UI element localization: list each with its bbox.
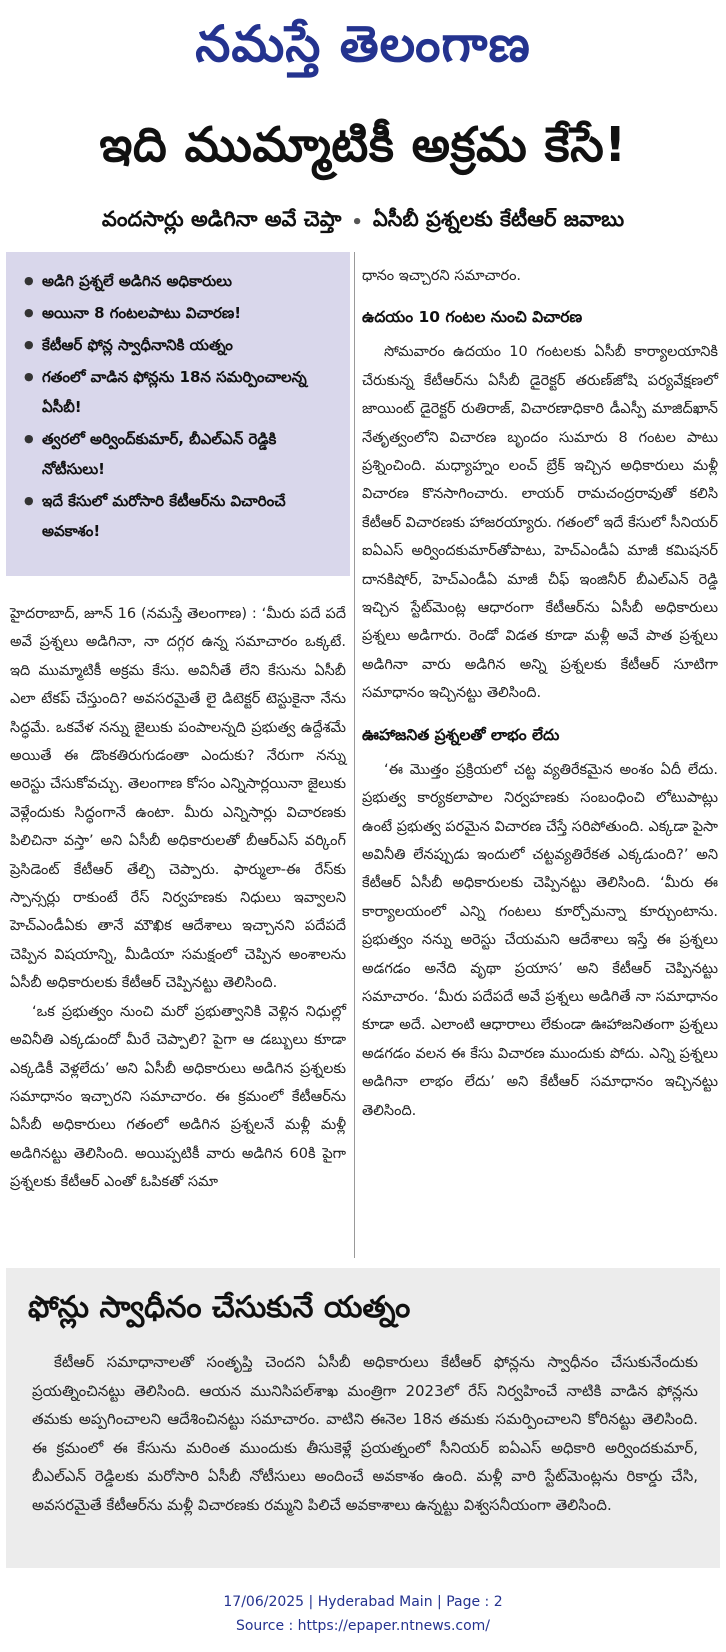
- right-column: [362, 262, 718, 1125]
- section-heading: ఉదయం 10 గంటల నుంచి విచారణ: [362, 308, 583, 327]
- body-paragraph: ‘ఒక ప్రభుత్వం నుంచి మరో ప్రభుత్వానికి వెళ్లిన నిధుల్లో అవినీతి ఎక్కడుందో మీరే చెప్పాలి? పైగా ఆ డబ్బులు కూడా ఎక్కడికీ వెళ్లలేదు’ అని ఏసీబీ అధికారులు అడిగిన ప్రశ్నలకు సమాధానం ఇచ్చారని సమాచారం. ఈ క్రమంలో కేటీఆర్‌ను ఏసీబీ అధికారులు గతంలో అడిగిన ప్రశ్నలనే మళ్లీ మళ్లీ అడిగినట్టు తెలిసింది. అయిప్పటికీ వారు అడిగిన 60కి పైగా ప్రశ్నలకు కేటీఆర్ ఎంతో ఓపికతో సమా: [10, 1003, 346, 1191]
- subheadline-right: ఏసీబీ ప్రశ్నలకు కేటీఆర్ జవాబు: [372, 207, 625, 231]
- box-heading: ఫోన్లు స్వాధీనం చేసుకునే యత్నం: [28, 1290, 411, 1325]
- body-paragraph: హైదరాబాద్, జూన్ 16 (నమస్తే తెలంగాణ) : ‘మీరు పదే పదే అవే ప్రశ్నలు అడిగినా, నా దగ్గర ఉన్న సమాచారం ఒక్కటే. ఇది ముమ్మాటికీ అక్రమ కేసు. అవినీతే లేని కేసును ఏసీబీ ఎలా టేకప్ చేస్తుంది? అవసరమైతే లై డిటెక్టర్ టెస్టుకైనా నేను సిద్ధమే. ఒకవేళ నన్ను జైలుకు పంపాలన్నది ప్రభుత్వ ఉద్దేశమే అయితే ఈ డొంకతిరుగుడంతా ఎందుకు? నేరుగా నన్ను అరెస్టు చేసుకోవచ్చు. తెలంగాణ కోసం ఎన్నిసార్లయినా జైలుకు వెళ్లేందుకు సిద్ధంగానే ఉంటా. మీరు ఎన్నిసార్లు విచారణకు పిలిచినా వస్తా’ అని ఏసీబీ అధికారులతో బీఆర్ఎస్ వర్కింగ్ ప్రెసిడెంట్ కేటీఆర్ తేల్చి చెప్పారు. ఫార్ములా-ఈ రేస్‌కు స్పాన్సర్లు రాకుంటే రేస్ నిర్వహణకు నిధులు ఇవ్వాలని హెచ్ఎండీఏకు తానే మౌఖిక ఆదేశాలు ఇచ్చానని పదేపదే చెప్పిన విషయాన్ని, మీడియా సమక్షంలో చెప్పిన అంశాలను ఏసీబీ అధికారులకు కేటీఆర్ చెప్పినట్టు తెలిసింది.: [10, 606, 346, 992]
- box-paragraph: కేటీఆర్ సమాధానాలతో సంతృప్తి చెందని ఏసీబీ అధికారులు కేటీఆర్ ఫోన్లను స్వాధీనం చేసుకునేందుకు ప్రయత్నించినట్టు తెలిసింది. ఆయన మునిసిపల్‌శాఖ మంత్రిగా 2023లో రేస్ నిర్వహించే నాటికి వాడిన ఫోన్లను తమకు అప్పగించాలని ఆదేశించినట్టు సమాచారం. వాటిని ఈనెల 18న తమకు సమర్పించాలని కోరినట్టు తెలిసింది. ఈ క్రమంలో ఈ కేసును మరింత ముందుకు తీసుకెళ్లే ప్రయత్నంలో సీనియర్ ఐఏఎస్ అధికారి అర్విందకుమార్, బీఎల్ఎన్ రెడ్డిలకు మరోసారి ఏసీబీ నోటీసులు అందించే అవకాశం ఉంది. మళ్లీ వారి స్టేట్‌మెంట్లను రికార్డు చేసి, అవసరమైతే కేటీఆర్‌ను మళ్లీ విచారణకు రమ్మని పిలిచే అవకాశాలు ఉన్నట్టు విశ్వసనీయంగా తెలిసింది.: [32, 1353, 698, 1514]
- body-paragraph: ధానం ఇచ్చారని సమాచారం.: [362, 268, 522, 284]
- body-paragraph: సోమవారం ఉదయం 10 గంటలకు ఏసీబీ కార్యాలయానికి చేరుకున్న కేటీఆర్‌ను ఏసీబీ డైరెక్టర్ తరుణ్‌జోషి పర్యవేక్షణలో జాయింట్ డైరెక్టర్ రుతిరాజ్, విచారణాధికారి డీఎస్పీ మాజిద్‌ఖాన్ నేతృత్వంలోని విచారణ బృందం సుమారు 8 గంటల పాటు ప్రశ్నించింది. మధ్యాహ్నం లంచ్ బ్రేక్ ఇచ్చిన అధికారులు మళ్లీ విచారణ కొనసాగించారు. లాయర్ రామచంద్రరావుతో కలిసి కేటీఆర్ విచారణకు హాజరయ్యారు. గతంలో ఇదే కేసులో సీనియర్ ఐఏఎస్ అర్విందకుమార్‌తోపాటు, హెచ్ఎండీఏ మాజీ కమిషనర్ దానకిషోర్, హెచ్ఎండీఏ మాజీ చీఫ్ ఇంజినీర్ బీఎల్ఎన్ రెడ్డి ఇచ్చిన స్టేట్‌మెంట్ల ఆధారంగా కేటీఆర్‌ను ఏసీబీ అధికారులు ప్రశ్నలు అడిగారు. రెండో విడత కూడా మళ్లీ అవే పాత ప్రశ్నలు అడిగినా వారు అడిగిన అన్ని ప్రశ్నలకు కేటీఆర్ సూటిగా సమాధానం ఇచ్చినట్టు తెలిసింది.: [362, 344, 718, 702]
- headline: ఇది ముమ్మాటికీ అక్రమ కేసే!: [99, 117, 627, 173]
- footer-date-edition: 17/06/2025 | Hyderabad Main | Page : 2: [223, 1594, 503, 1610]
- highlight-item: ● అడిగి ప్రశ్నలే అడిగిన అధికారులు: [24, 266, 340, 296]
- footer-source: Source : https://epaper.ntnews.com/: [235, 1618, 491, 1634]
- sidebar-box: [6, 1268, 720, 1568]
- subheadline-separator: •: [351, 211, 363, 233]
- highlight-item: ● త్వరలో అర్వింద్‌కుమార్, బీఎల్ఎన్ రెడ్డికి నోటీసులు!: [24, 424, 340, 484]
- box-body: [32, 1348, 698, 1520]
- body-paragraph: ‘ఈ మొత్తం ప్రక్రియలో చట్ట వ్యతిరేకమైన అంశం ఏదీ లేదు. ప్రభుత్వ కార్యకలాపాల నిర్వహణకు సంబంధించి లోటుపాట్లు ఉంటే ప్రభుత్వ పరమైన విచారణ చేస్తే సరిపోతుంది. ఎక్కడా పైసా అవినీతి లేనప్పుడు ఇందులో చట్టవ్యతిరేకత ఎక్కడుంది?’ అని కేటీఆర్ ఏసీబీ అధికారులకు చెప్పినట్టు తెలిసింది. ‘మీరు ఈ కార్యాలయంలో ఎన్ని గంటలు కూర్చోమన్నా కూర్చుంటాను. ప్రభుత్వం నన్ను అరెస్టు చేయమని ఆదేశాలు ఇస్తే ఈ ప్రశ్నలు అడగడం అనేది వృథా ప్రయాస’ అని కేటీఆర్ చెప్పినట్టు సమాచారం. ‘మీరు పదేపదే అవే ప్రశ్నలు అడిగితే నా సమాధానం కూడా అదే. ఎలాంటి ఆధారాలు లేకుండా ఊహాజనితంగా ప్రశ్నలు అడగడం వలన ఈ కేసు విచారణ ముందుకు పోదు. ఎన్ని ప్రశ్నలు అడిగినా లాభం లేదు’ అని కేటీఆర్ సమాధానం ఇచ్చినట్టు తెలిసింది.: [362, 761, 718, 1119]
- subheadline-left: వందసార్లు అడిగినా అవే చెప్తా: [101, 207, 342, 231]
- left-column: [10, 600, 346, 1197]
- section-heading: ఊహాజనిత ప్రశ్నలతో లాభం లేదు: [362, 725, 560, 744]
- masthead-logo: నమస్తే తెలంగాణ: [195, 14, 531, 73]
- highlight-item: ● అయినా 8 గంటలపాటు విచారణ!: [24, 298, 340, 328]
- page-footer: [0, 1590, 726, 1638]
- highlight-item: ● ఇదే కేసులో మరోసారి కేటీఆర్‌ను విచారించే అవకాశం!: [24, 486, 340, 546]
- subheadline: [6, 202, 720, 242]
- highlights-box: [6, 252, 350, 576]
- column-divider: [354, 252, 355, 1258]
- highlight-item: ● గతంలో వాడిన ఫోన్లను 18న సమర్పించాలన్న ఏసీబీ!: [24, 362, 340, 422]
- highlight-item: ● కేటీఆర్ ఫోన్ల స్వాధీనానికి యత్నం: [24, 330, 340, 360]
- highlights-list: [24, 266, 340, 546]
